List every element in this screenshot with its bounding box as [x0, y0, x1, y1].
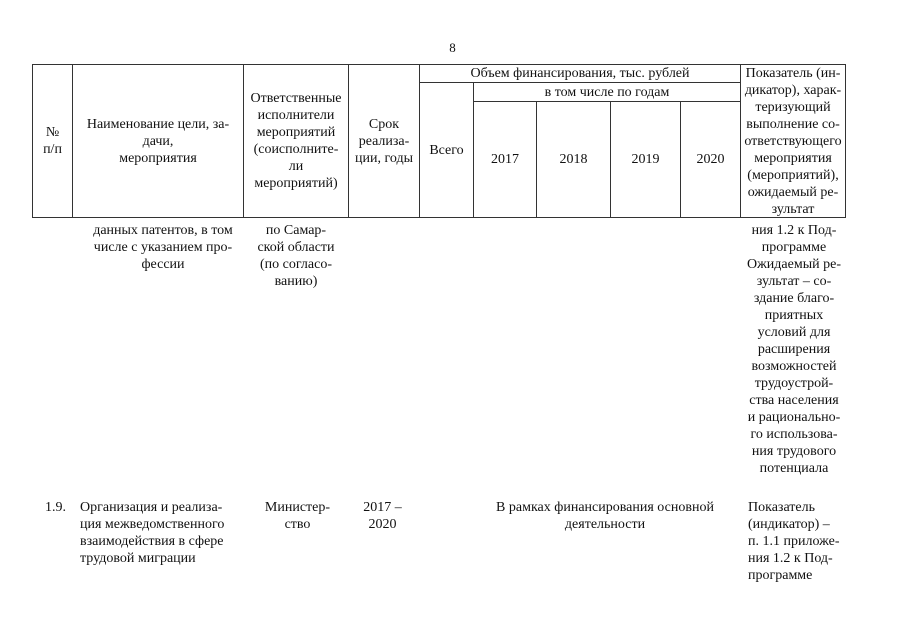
header-term: Срок реализа- ции, годы: [355, 116, 413, 166]
row-1-9-term: 2017 – 2020: [363, 500, 402, 532]
table-header: [32, 64, 846, 218]
page-number: 8: [449, 40, 456, 55]
header-executors: Ответственные исполнители мероприятий (соисполните- ли мероприятий): [250, 91, 342, 191]
header-year-2018: 2018: [559, 152, 588, 167]
header-year-2017: 2017: [491, 152, 519, 167]
header-year-2020: 2020: [696, 152, 725, 167]
continuation-name: данных патентов, в том числе с указанием про- фессии: [93, 223, 233, 272]
row-1-9-number: 1.9.: [45, 500, 66, 515]
header-num: № п/п: [43, 125, 62, 157]
row-1-9-indicator: Показатель (индикатор) – п. 1.1 приложе- ния 1.2 к Под- программе: [748, 500, 840, 583]
header-funding: Объем финансирования, тыс. рублей: [470, 66, 690, 81]
row-1-9-executor: Министер- ство: [264, 500, 331, 532]
continuation-indicator: ния 1.2 к Под- программе Ожидаемый ре- зультат – со- здание благо- приятных условий для расширения возможностей трудоустрой- ства населения и рационально- го использова- ния трудового потенциала: [747, 223, 841, 476]
row-1-9-name: Организация и реализа- ция межведомственного взаимодействия в сфере трудовой миграции: [80, 500, 225, 566]
header-indicator: Показатель (ин- дикатор), харак- теризующий выполнение со- ответствующего мероприятия (мероприятий), ожидаемый ре- зультат: [744, 65, 842, 217]
header-name: Наименование цели, за- дачи, мероприятия: [86, 116, 230, 166]
header-year-2019: 2019: [631, 152, 660, 167]
table-border-bottom: [32, 217, 846, 218]
col-line-10: [845, 64, 846, 218]
header-by-years: в том числе по годам: [544, 84, 670, 100]
row-1-9-funding: В рамках финансирования основной деятельности: [496, 500, 714, 532]
continuation-executors: по Самар- ской области (по согласо- ванию): [257, 223, 335, 289]
header-total: Всего: [429, 142, 464, 158]
